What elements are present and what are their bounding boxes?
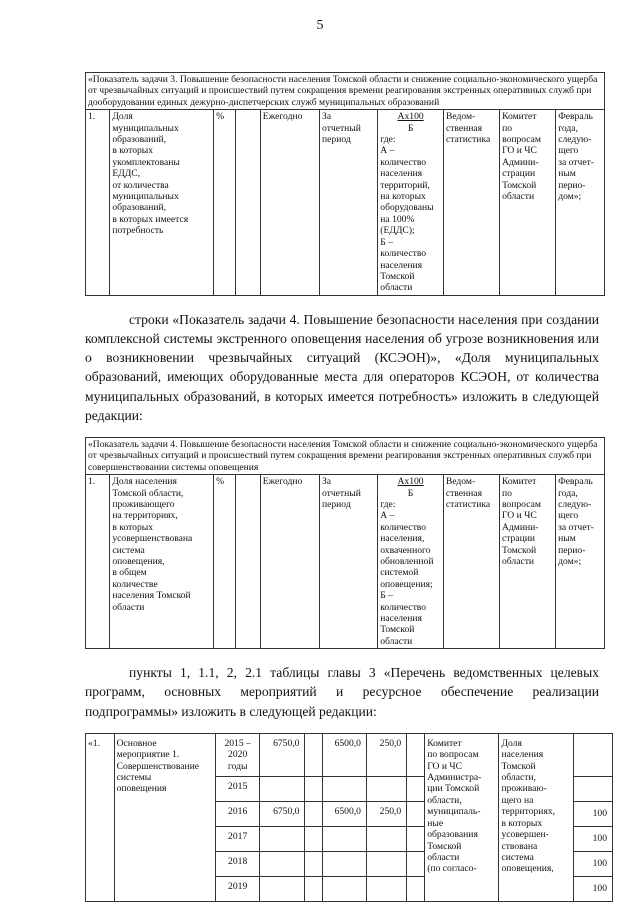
funding-col-4: 250,0 (366, 802, 406, 827)
funding-col-2 (305, 877, 323, 902)
year: 2016 (216, 802, 259, 827)
funding-col-5 (407, 733, 425, 776)
blank-cell (236, 475, 260, 649)
table-row (86, 733, 613, 776)
year: 2015 – 2020 годы (216, 733, 259, 776)
program-activities-table (85, 733, 613, 902)
indicator-table-task-3 (85, 72, 605, 296)
year: 2015 (216, 777, 259, 802)
table-header: «Показатель задачи 4. Повышение безопасности населения Томской области и снижение социально-экономического ущерба от чрезвычайных ситуаций и происшествий путем сокращения времени реагирования экстренных оперативных служб при совершенствовании системы оповещения (86, 437, 605, 474)
funding-col-2 (305, 777, 323, 802)
total-funding (259, 777, 305, 802)
year: 2019 (216, 877, 259, 902)
document-page (85, 0, 615, 902)
table-header: «Показатель задачи 3. Повышение безопасности населения Томской области и снижение социально-экономического ущерба от чрезвычайных ситуаций и происшествий путем сокращения времени реагирования экстренных оперативных служб при дооборудовании единых дежурно-диспетчерских служб муниципальных образований (86, 73, 605, 110)
data-source: Ведом- ственная статистика (443, 475, 499, 649)
responsible: Комитет по вопросам ГО и ЧС Администра- ции Томской области, муниципаль- ные образования Томской области (по согласо- (425, 733, 499, 901)
indicator-name: Доля населения Томской области, проживающего на территориях, в которых усовершенствована система оповещения, в общем количестве населения Томской области (110, 475, 214, 649)
funding-col-3 (323, 877, 366, 902)
blank-cell (236, 110, 260, 296)
row-number: «1. (86, 733, 115, 901)
formula-numerator: Ах100 (397, 476, 424, 488)
funding-col-5 (407, 777, 425, 802)
table-row (86, 110, 605, 296)
funding-col-5 (407, 852, 425, 877)
funding-col-3 (323, 777, 366, 802)
paragraph-2: пункты 1, 1.1, 2, 2.1 таблицы главы 3 «Перечень ведомственных целевых программ, основных мероприятий и ресурсное обеспечение реализации подпрограммы» изложить в следующей редакции: (85, 665, 599, 719)
table-row (86, 475, 605, 649)
indicator-value (573, 777, 612, 802)
formula-description: где: А – количество населения, охваченного обновленной системой оповещения; Б – количество населения Томской области (380, 498, 434, 647)
activity-name: Основное мероприятие 1. Совершенствование системы оповещения (114, 733, 216, 901)
funding-col-5 (407, 877, 425, 902)
indicator-value: 100 (573, 827, 612, 852)
formula-numerator: Ах100 (397, 111, 424, 123)
funding-col-2 (305, 827, 323, 852)
funding-col-2 (305, 802, 323, 827)
data-source: Ведом- ственная статистика (443, 110, 499, 296)
funding-col-3: 6500,0 (323, 733, 366, 776)
period: За отчетный период (319, 475, 377, 649)
frequency: Ежегодно (260, 110, 319, 296)
funding-col-3 (323, 827, 366, 852)
funding-col-3: 6500,0 (323, 802, 366, 827)
responsible: Комитет по вопросам ГО и ЧС Админи- страции Томской области (500, 110, 556, 296)
funding-col-4 (366, 877, 406, 902)
funding-col-5 (407, 802, 425, 827)
unit: % (214, 475, 236, 649)
deadline: Февраль года, следую- щего за отчет- ным перио- дом»; (556, 475, 605, 649)
total-funding: 6750,0 (259, 802, 305, 827)
unit: % (214, 110, 236, 296)
indicator-value: 100 (573, 877, 612, 902)
funding-col-5 (407, 827, 425, 852)
indicator-value: 100 (573, 802, 612, 827)
indicator: Доля населения Томской области, проживаю- щего на территориях, в которых усовершен- ствована система оповещения, (499, 733, 573, 901)
indicator-table-task-4 (85, 437, 605, 649)
funding-col-4: 250,0 (366, 733, 406, 776)
funding-col-4 (366, 852, 406, 877)
year: 2018 (216, 852, 259, 877)
formula (378, 475, 444, 649)
total-funding (259, 827, 305, 852)
responsible: Комитет по вопросам ГО и ЧС Админи- страции Томской области (499, 475, 555, 649)
paragraph-1: строки «Показатель задачи 4. Повышение безопасности населения при создании комплексной системы экстренного оповещения населения об угрозе возникновения или о возникновении чрезвычайных ситуаций (КСЭОН)», «Доля муниципальных образований, имеющих оборудованные места для операторов КСЭОН, от количества муниципальных образований, в которых имеется потребность» изложить в следующей редакции: (85, 311, 599, 423)
funding-col-4 (366, 827, 406, 852)
funding-col-2 (305, 733, 323, 776)
row-number: 1. (86, 475, 110, 649)
frequency: Ежегодно (260, 475, 319, 649)
deadline: Февраль года, следую- щего за отчет- ным перио- дом»; (556, 110, 605, 296)
indicator-value: 100 (573, 852, 612, 877)
funding-col-3 (323, 852, 366, 877)
formula (378, 110, 444, 296)
funding-col-4 (366, 777, 406, 802)
indicator-value (573, 733, 612, 776)
indicator-name: Доля муниципальных образований, в которых укомплектованы ЕДДС, от количества муниципальных образований, в которых имеется потребность (110, 110, 214, 296)
period: За отчетный период (320, 110, 378, 296)
total-funding: 6750,0 (259, 733, 305, 776)
funding-col-2 (305, 852, 323, 877)
page-number: 5 (316, 18, 324, 33)
year: 2017 (216, 827, 259, 852)
formula-description: где: А – количество населения территорий, на которых оборудованы на 100% (ЕДДС); Б – количество населения Томской области (380, 134, 434, 294)
row-number: 1. (86, 110, 110, 296)
total-funding (259, 852, 305, 877)
formula-denominator: Б (407, 122, 414, 134)
total-funding (259, 877, 305, 902)
formula-denominator: Б (407, 487, 414, 499)
